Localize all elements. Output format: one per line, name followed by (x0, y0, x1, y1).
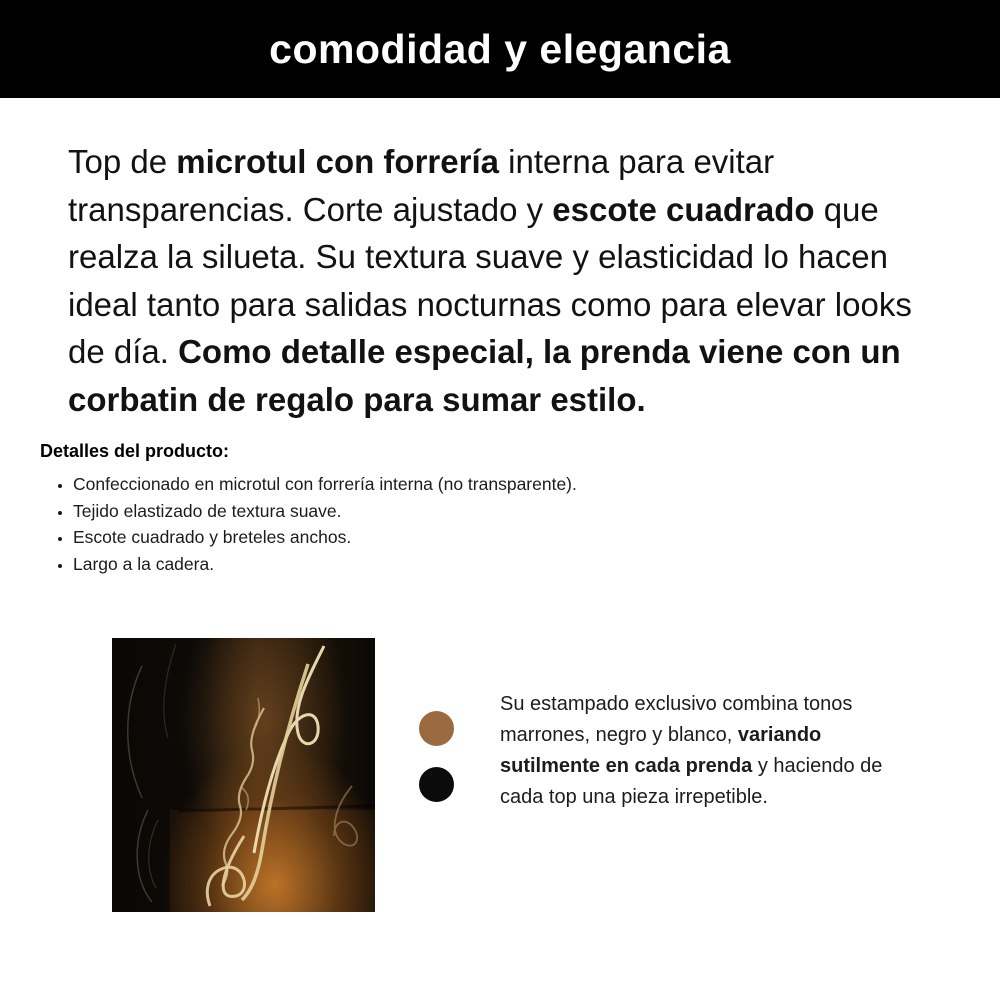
intro-text-segment-bold: microtul con forrería (176, 143, 499, 180)
pattern-text-segment: Su estampado exclusivo combina tonos marrones, negro y blanco, (500, 693, 853, 746)
details-list (40, 471, 610, 577)
page-title: comodidad y elegancia (269, 25, 731, 72)
intro-text-segment-bold: escote cuadrado (552, 190, 815, 228)
details-heading: Detalles del producto: (40, 441, 230, 461)
fabric-script-artwork (112, 638, 375, 912)
intro-text-segment: que realza la silueta. Su textura suave y elasticidad lo hacen ideal tanto para salidas nocturnas como para elevar looks de día. (68, 190, 912, 370)
color-swatch-black (419, 767, 454, 802)
intro-text-segment-bold: Como detalle especial, la prenda viene con un corbatin de regalo para sumar estilo. (68, 333, 901, 418)
pattern-description (500, 689, 924, 813)
product-details-section (40, 441, 610, 577)
intro-paragraph (68, 138, 936, 423)
list-item: • Largo a la cadera. (73, 551, 610, 578)
intro-text-segment: interna para evitar transparencias. Corte ajustado y (68, 143, 775, 228)
list-item: • Confeccionado en microtul con forrería interna (no transparente). (73, 471, 610, 498)
fabric-print-image (112, 638, 375, 912)
pattern-text-segment: y haciendo de cada top una pieza irrepetible. (500, 755, 883, 808)
intro-text-segment: Top de (68, 143, 177, 180)
list-item: • Escote cuadrado y breteles anchos. (73, 524, 610, 551)
list-item: • Tejido elastizado de textura suave. (73, 498, 610, 525)
color-swatch-brown (419, 711, 454, 746)
pattern-text-segment-bold: variando sutilmente en cada prenda (500, 724, 822, 777)
header-banner (0, 0, 1000, 98)
